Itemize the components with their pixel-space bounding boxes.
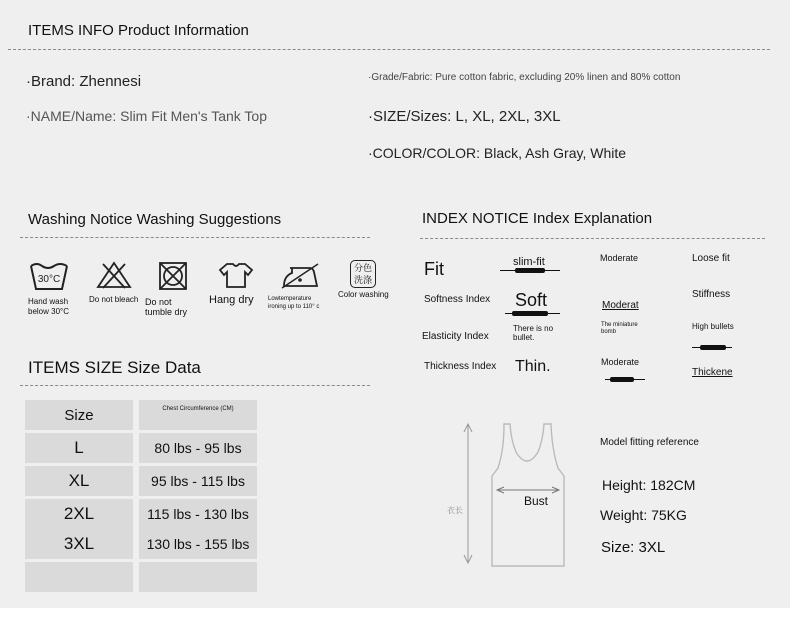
model-weight: Weight: 75KG bbox=[600, 507, 687, 523]
index-option: Thin. bbox=[515, 358, 551, 375]
index-option: Soft bbox=[515, 290, 548, 310]
wash-item-no-tumble-dry bbox=[145, 260, 199, 317]
length-label: 衣长 bbox=[447, 506, 463, 515]
wash-label: Color washing bbox=[338, 290, 389, 299]
index-option: There is no bullet. bbox=[513, 324, 554, 342]
index-label-fit: Fit bbox=[424, 259, 444, 279]
size-cell-chest: 115 lbs - 130 lbs bbox=[139, 499, 257, 529]
size-cell-chest: 80 lbs - 95 lbs bbox=[139, 433, 257, 463]
index-option: Loose fit bbox=[692, 253, 730, 264]
index-option: Thickene bbox=[692, 367, 733, 378]
wash-label: Lowtemperature ironing up to 110° c bbox=[268, 296, 320, 310]
model-reference-title: Model fitting reference bbox=[600, 437, 699, 448]
fabric-text: ·Grade/Fabric: Pure cotton fabric, excluding 20% linen and 80% cotton bbox=[368, 72, 681, 83]
wash-item-no-bleach bbox=[89, 260, 141, 305]
tank-top-diagram bbox=[440, 410, 590, 580]
size-cell-chest bbox=[139, 562, 257, 592]
index-label-thickness: Thickness Index bbox=[424, 361, 497, 372]
index-option: slim-fit bbox=[513, 256, 545, 268]
size-header-chest: Chest Circumference (CM) bbox=[139, 400, 257, 430]
name-text: ·NAME/Name: Slim Fit Men's Tank Top bbox=[26, 108, 268, 124]
model-height: Height: 182CM bbox=[602, 477, 696, 493]
wash-label: Do not tumble dry bbox=[145, 297, 188, 317]
size-cell-size: 2XL bbox=[25, 499, 133, 529]
index-option: Moderat bbox=[602, 300, 639, 311]
index-option: High bullets bbox=[692, 322, 734, 331]
wash-label: Hand wash below 30°C bbox=[28, 297, 69, 316]
no-tumble-dry-icon bbox=[157, 260, 189, 292]
wash-label: Hang dry bbox=[209, 294, 254, 306]
index-option: Moderate bbox=[601, 357, 640, 367]
divider bbox=[420, 238, 765, 239]
section-title-items-info: ITEMS INFO Product Information bbox=[28, 22, 249, 39]
size-cell-size: XL bbox=[25, 466, 133, 496]
wash-item-color-wash bbox=[338, 260, 392, 300]
section-title-washing: Washing Notice Washing Suggestions bbox=[28, 211, 282, 228]
index-label-softness: Softness Index bbox=[424, 294, 491, 305]
size-cell-size bbox=[25, 562, 133, 592]
svg-text:30°C: 30°C bbox=[37, 274, 61, 285]
hang-dry-icon bbox=[217, 260, 255, 290]
index-marker bbox=[512, 311, 548, 316]
no-bleach-icon bbox=[95, 260, 133, 290]
wash-label: Do not bleach bbox=[89, 295, 139, 304]
index-option: Stiffness bbox=[692, 289, 731, 300]
bottom-strip bbox=[0, 608, 790, 625]
index-marker bbox=[515, 268, 545, 273]
model-size: Size: 3XL bbox=[601, 539, 666, 556]
index-option: The miniature bomb bbox=[601, 322, 638, 335]
index-label-elasticity: Elasticity Index bbox=[422, 331, 489, 342]
bust-label: Bust bbox=[524, 494, 549, 508]
wash-item-hang-dry bbox=[207, 260, 263, 305]
index-marker bbox=[700, 345, 726, 350]
divider bbox=[20, 385, 370, 386]
iron-low-icon bbox=[280, 260, 320, 290]
brand-text: ·Brand: Zhennesi bbox=[26, 73, 142, 90]
size-cell-chest: 95 lbs - 115 lbs bbox=[139, 466, 257, 496]
size-cell-size: L bbox=[25, 433, 133, 463]
size-header-size: Size bbox=[25, 400, 133, 430]
index-marker bbox=[610, 377, 634, 382]
index-option: Moderate bbox=[600, 253, 639, 263]
divider bbox=[20, 237, 370, 238]
divider bbox=[8, 49, 770, 50]
section-title-index: INDEX NOTICE Index Explanation bbox=[422, 210, 653, 227]
size-cell-chest: 130 lbs - 155 lbs bbox=[139, 529, 257, 559]
sizes-text: ·SIZE/Sizes: L, XL, 2XL, 3XL bbox=[368, 108, 561, 125]
wash-item-hand-wash bbox=[28, 260, 78, 317]
wash-30-icon bbox=[28, 260, 70, 292]
section-title-size: ITEMS SIZE Size Data bbox=[28, 358, 201, 377]
colors-text: ·COLOR/COLOR: Black, Ash Gray, White bbox=[368, 145, 627, 161]
color-wash-icon: 分色 洗涤 bbox=[350, 260, 376, 288]
size-cell-size: 3XL bbox=[25, 529, 133, 559]
wash-item-iron bbox=[268, 260, 328, 311]
